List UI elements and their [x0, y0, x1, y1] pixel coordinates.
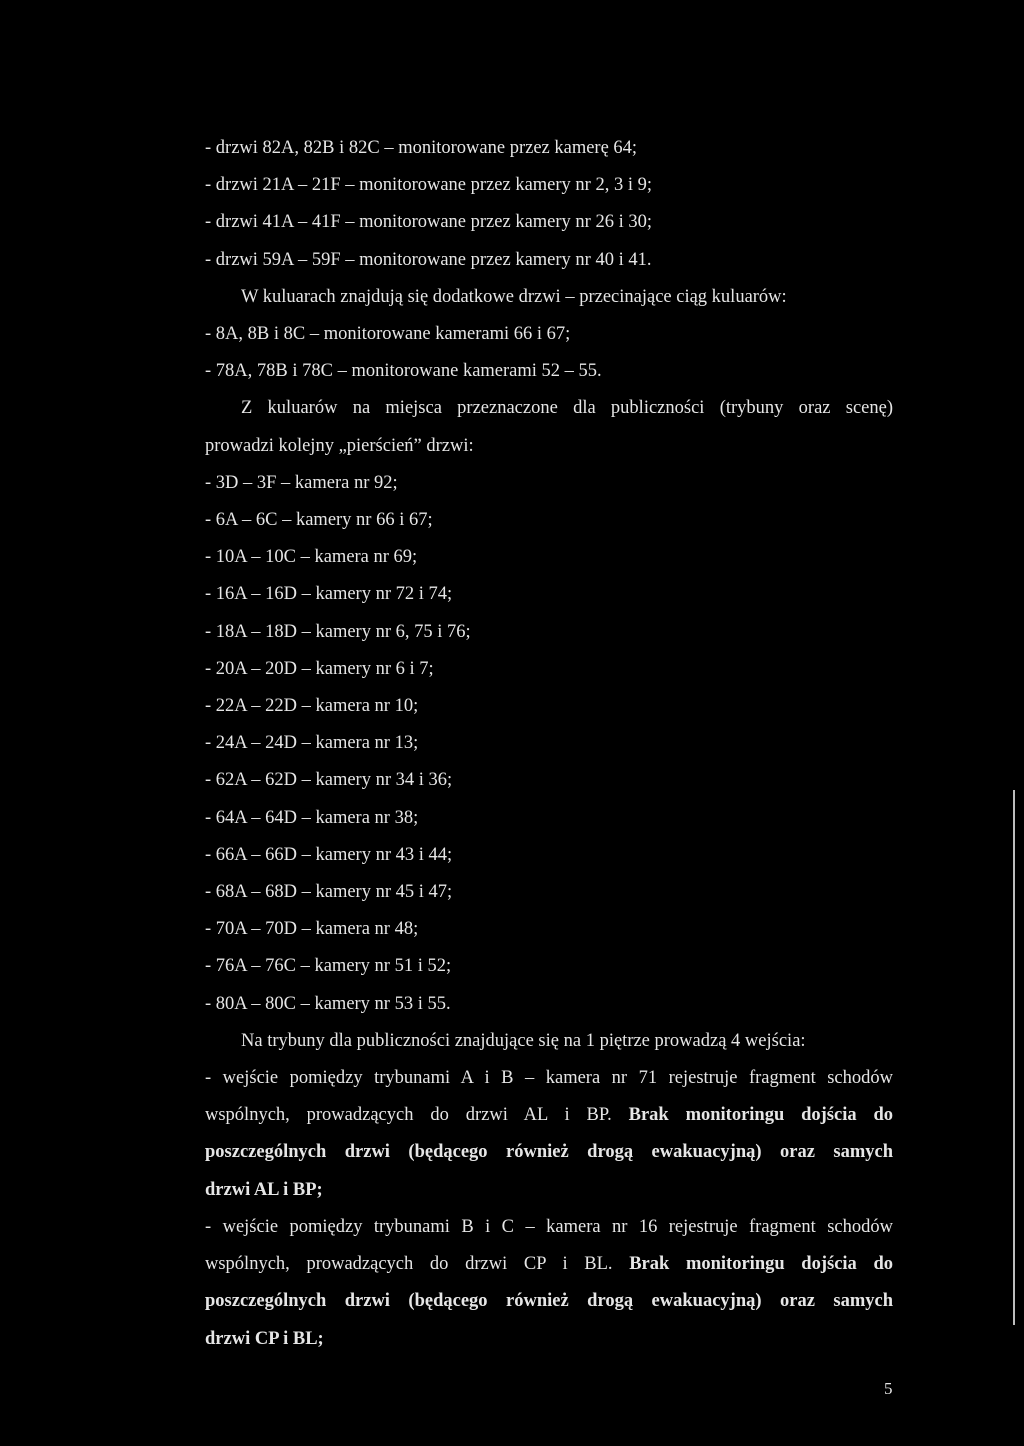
- text-run: wspólnych, prowadzących do drzwi AL i BP.: [205, 1105, 612, 1126]
- text-line: - 10A – 10C – kamera nr 69;: [205, 547, 418, 568]
- text-line: - wejście pomiędzy trybunami A i B – kamera nr 71 rejestruje fragment schodów: [205, 1068, 893, 1089]
- bold-text-run: Brak monitoringu dojścia do: [629, 1254, 894, 1275]
- text-line: Z kuluarów na miejsca przeznaczone dla publiczności (trybuny oraz scenę): [241, 398, 893, 419]
- text-line: - 24A – 24D – kamera nr 13;: [205, 733, 419, 754]
- text-line: Na trybuny dla publiczności znajdujące się na 1 piętrze prowadzą 4 wejścia:: [241, 1030, 806, 1051]
- bold-text-line: drzwi CP i BL;: [205, 1328, 324, 1349]
- bold-text-line: drzwi AL i BP;: [205, 1179, 323, 1200]
- text-line: - 6A – 6C – kamery nr 66 i 67;: [205, 510, 433, 531]
- text-line: [205, 1097, 893, 1134]
- text-line: [205, 1246, 893, 1283]
- text-line: - 62A – 62D – kamery nr 34 i 36;: [205, 770, 453, 791]
- text-line: - 68A – 68D – kamery nr 45 i 47;: [205, 882, 453, 903]
- text-line: - drzwi 41A – 41F – monitorowane przez kamery nr 26 i 30;: [205, 212, 652, 233]
- text-line: - 80A – 80C – kamery nr 53 i 55.: [205, 993, 451, 1014]
- text-line: - 3D – 3F – kamera nr 92;: [205, 472, 398, 493]
- document-body: [205, 130, 893, 1358]
- text-line: - 16A – 16D – kamery nr 72 i 74;: [205, 584, 453, 605]
- bold-text-run: Brak monitoringu dojścia do: [628, 1105, 894, 1126]
- text-line: - drzwi 59A – 59F – monitorowane przez kamery nr 40 i 41.: [205, 249, 652, 270]
- text-line: - drzwi 82A, 82B i 82C – monitorowane przez kamerę 64;: [205, 138, 638, 158]
- text-line: - 78A, 78B i 78C – monitorowane kamerami 52 – 55.: [205, 361, 602, 382]
- text-line: - 76A – 76C – kamery nr 51 i 52;: [205, 956, 452, 977]
- text-line: W kuluarach znajdują się dodatkowe drzwi – przecinające ciąg kuluarów:: [241, 286, 787, 307]
- bold-text-line: poszczególnych drzwi (będącego również drogą ewakuacyjną) oraz samych: [205, 1291, 893, 1312]
- text-line: - wejście pomiędzy trybunami B i C – kamera nr 16 rejestruje fragment schodów: [205, 1216, 893, 1237]
- text-line: - 18A – 18D – kamery nr 6, 75 i 76;: [205, 621, 471, 642]
- page-number: 5: [884, 1379, 893, 1398]
- text-line: - 70A – 70D – kamera nr 48;: [205, 919, 419, 940]
- text-line: - 66A – 66D – kamery nr 43 i 44;: [205, 844, 453, 865]
- text-run: wspólnych, prowadzących do drzwi CP i BL.: [205, 1254, 613, 1275]
- text-line: - 22A – 22D – kamera nr 10;: [205, 696, 419, 717]
- text-line: - 64A – 64D – kamera nr 38;: [205, 807, 419, 828]
- text-line: prowadzi kolejny „pierścień” drzwi:: [205, 435, 474, 456]
- bold-text-line: poszczególnych drzwi (będącego również drogą ewakuacyjną) oraz samych: [205, 1142, 893, 1163]
- text-line: - drzwi 21A – 21F – monitorowane przez kamery nr 2, 3 i 9;: [205, 175, 652, 196]
- text-line: - 20A – 20D – kamery nr 6 i 7;: [205, 658, 434, 679]
- margin-rule: [1013, 790, 1015, 1325]
- text-line: - 8A, 8B i 8C – monitorowane kamerami 66 i 67;: [205, 324, 571, 345]
